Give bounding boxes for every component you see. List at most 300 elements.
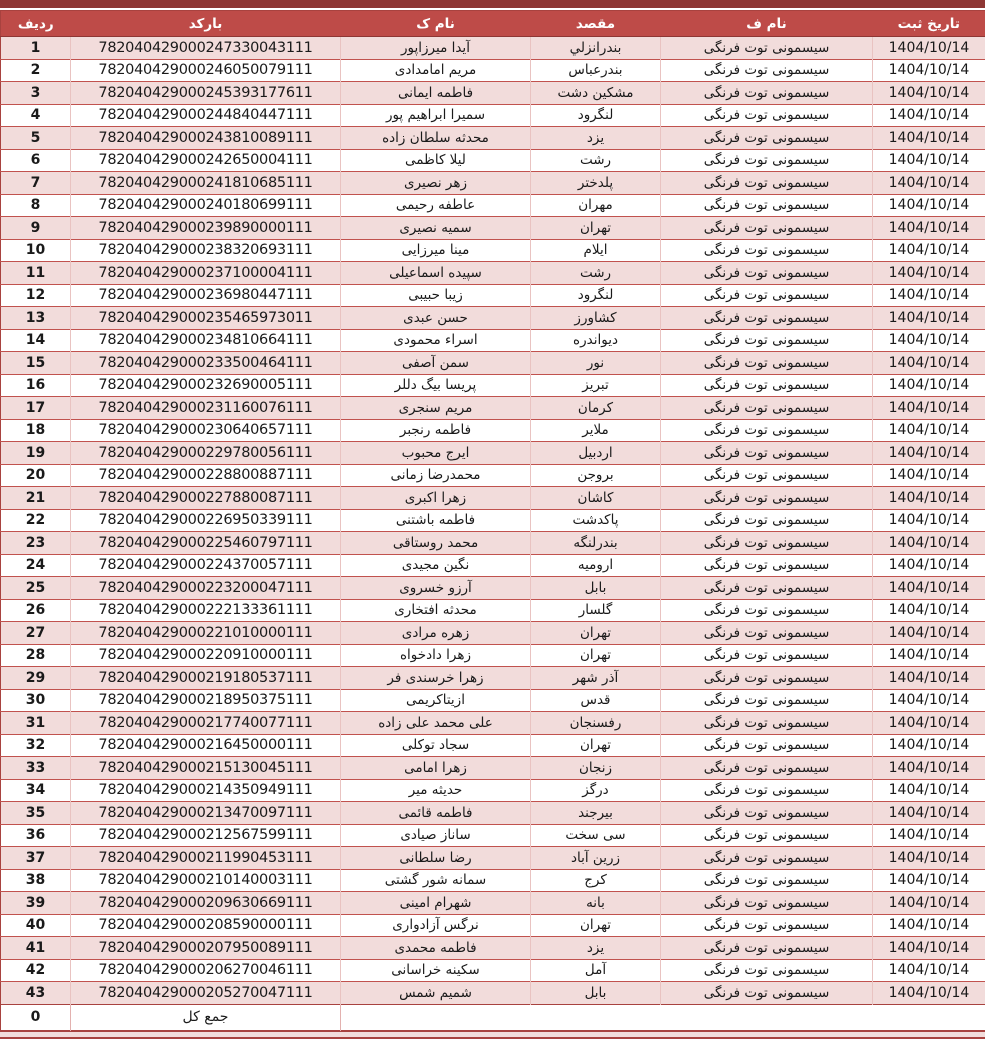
cell-barcode: 782040429000244840447111: [71, 104, 341, 127]
cell-register_date: 1404/10/14: [873, 172, 985, 195]
cell-sender_name: سیسمونی توت فرنگی: [661, 599, 873, 622]
cell-barcode: 782040429000211990453111: [71, 847, 341, 870]
cell-destination: یزد: [531, 937, 661, 960]
cell-destination: زنجان: [531, 757, 661, 780]
cell-destination: بیرجند: [531, 802, 661, 825]
cell-receiver_name: فاطمه قائمی: [341, 802, 531, 825]
cell-row_number: 42: [1, 959, 71, 982]
cell-row_number: 6: [1, 149, 71, 172]
cell-sender_name: سیسمونی توت فرنگی: [661, 442, 873, 465]
cell-barcode: 782040429000243810089111: [71, 127, 341, 150]
cell-receiver_name: نرگس آزادواری: [341, 914, 531, 937]
col-header-barcode: بارکد: [71, 11, 341, 37]
cell-destination: بندرانزلي: [531, 37, 661, 60]
cell-sender_name: سیسمونی توت فرنگی: [661, 577, 873, 600]
table-row: [1, 982, 985, 1005]
cell-row_number: 28: [1, 644, 71, 667]
cell-destination: لنگرود: [531, 284, 661, 307]
cell-row_number: 41: [1, 937, 71, 960]
table-row: [1, 239, 985, 262]
cell-destination: گلسار: [531, 599, 661, 622]
table-row: [1, 869, 985, 892]
cell-row_number: 20: [1, 464, 71, 487]
cell-sender_name: سیسمونی توت فرنگی: [661, 982, 873, 1005]
cell-sender_name: سیسمونی توت فرنگی: [661, 802, 873, 825]
cell-barcode: 782040429000227880087111: [71, 487, 341, 510]
cell-receiver_name: آیدا میرزاپور: [341, 37, 531, 60]
cell-destination: سی سخت: [531, 824, 661, 847]
cell-receiver_name: سجاد توکلی: [341, 734, 531, 757]
cell-sender_name: سیسمونی توت فرنگی: [661, 419, 873, 442]
cell-barcode: 782040429000223200047111: [71, 577, 341, 600]
cell-register_date: 1404/10/14: [873, 982, 985, 1005]
cell-row_number: 35: [1, 802, 71, 825]
table-row: [1, 419, 985, 442]
cell-barcode: 782040429000228800887111: [71, 464, 341, 487]
cell-register_date: 1404/10/14: [873, 892, 985, 915]
cell-sender_name: سیسمونی توت فرنگی: [661, 464, 873, 487]
cell-row_number: 21: [1, 487, 71, 510]
table-body: [1, 37, 985, 1005]
cell-sender_name: سیسمونی توت فرنگی: [661, 689, 873, 712]
cell-register_date: 1404/10/14: [873, 577, 985, 600]
cell-destination: تهران: [531, 734, 661, 757]
cell-barcode: 782040429000218950375111: [71, 689, 341, 712]
cell-barcode: 782040429000220910000111: [71, 644, 341, 667]
cell-barcode: 782040429000246050079111: [71, 59, 341, 82]
table-row: [1, 59, 985, 82]
cell-register_date: 1404/10/14: [873, 464, 985, 487]
table-row: [1, 262, 985, 285]
cell-barcode: 782040429000238320693111: [71, 239, 341, 262]
table-row: [1, 127, 985, 150]
table-row: [1, 959, 985, 982]
table-row: [1, 824, 985, 847]
cell-sender_name: سیسمونی توت فرنگی: [661, 847, 873, 870]
cell-register_date: 1404/10/14: [873, 644, 985, 667]
cell-register_date: 1404/10/14: [873, 37, 985, 60]
cell-row_number: 15: [1, 352, 71, 375]
cell-barcode: 782040429000213470097111: [71, 802, 341, 825]
total-label: جمع کل: [71, 1004, 341, 1030]
cell-row_number: 33: [1, 757, 71, 780]
cell-destination: زرین آباد: [531, 847, 661, 870]
cell-register_date: 1404/10/14: [873, 487, 985, 510]
cell-row_number: 14: [1, 329, 71, 352]
table-row: [1, 194, 985, 217]
table-row: [1, 352, 985, 375]
cell-register_date: 1404/10/14: [873, 442, 985, 465]
cell-destination: کرج: [531, 869, 661, 892]
cell-row_number: 30: [1, 689, 71, 712]
cell-register_date: 1404/10/14: [873, 959, 985, 982]
cell-destination: بابل: [531, 982, 661, 1005]
cell-sender_name: سیسمونی توت فرنگی: [661, 239, 873, 262]
cell-row_number: 7: [1, 172, 71, 195]
cell-receiver_name: سپیده اسماعیلی: [341, 262, 531, 285]
table-row: [1, 374, 985, 397]
cell-row_number: 18: [1, 419, 71, 442]
cell-row_number: 19: [1, 442, 71, 465]
cell-register_date: 1404/10/14: [873, 509, 985, 532]
cell-destination: نور: [531, 352, 661, 375]
cell-receiver_name: پریسا بیگ دللر: [341, 374, 531, 397]
cell-receiver_name: شمیم شمس: [341, 982, 531, 1005]
cell-barcode: 782040429000209630669111: [71, 892, 341, 915]
cell-row_number: 37: [1, 847, 71, 870]
cell-receiver_name: سمانه شور گشتی: [341, 869, 531, 892]
cell-receiver_name: سکینه خراسانی: [341, 959, 531, 982]
cell-sender_name: سیسمونی توت فرنگی: [661, 734, 873, 757]
cell-register_date: 1404/10/14: [873, 374, 985, 397]
cell-receiver_name: سمیرا ابراهیم پور: [341, 104, 531, 127]
cell-barcode: 782040429000229780056111: [71, 442, 341, 465]
cell-row_number: 39: [1, 892, 71, 915]
table-row: [1, 532, 985, 555]
cell-sender_name: سیسمونی توت فرنگی: [661, 622, 873, 645]
cell-destination: بندرلنگه: [531, 532, 661, 555]
cell-register_date: 1404/10/14: [873, 554, 985, 577]
cell-register_date: 1404/10/14: [873, 937, 985, 960]
table-row: [1, 464, 985, 487]
cell-receiver_name: زهر نصیری: [341, 172, 531, 195]
cell-row_number: 43: [1, 982, 71, 1005]
table-row: [1, 284, 985, 307]
cell-sender_name: سیسمونی توت فرنگی: [661, 667, 873, 690]
table-row: [1, 397, 985, 420]
cell-destination: مهران: [531, 194, 661, 217]
cell-register_date: 1404/10/14: [873, 914, 985, 937]
cell-destination: دیواندره: [531, 329, 661, 352]
cell-register_date: 1404/10/14: [873, 802, 985, 825]
cell-register_date: 1404/10/14: [873, 239, 985, 262]
cell-row_number: 8: [1, 194, 71, 217]
cell-destination: کاشان: [531, 487, 661, 510]
cell-register_date: 1404/10/14: [873, 824, 985, 847]
cell-sender_name: سیسمونی توت فرنگی: [661, 104, 873, 127]
cell-row_number: 40: [1, 914, 71, 937]
cell-register_date: 1404/10/14: [873, 712, 985, 735]
cell-barcode: 782040429000207950089111: [71, 937, 341, 960]
cell-receiver_name: مریم سنجری: [341, 397, 531, 420]
cell-destination: ارومیه: [531, 554, 661, 577]
cell-sender_name: سیسمونی توت فرنگی: [661, 959, 873, 982]
cell-destination: کرمان: [531, 397, 661, 420]
cell-register_date: 1404/10/14: [873, 59, 985, 82]
cell-destination: رشت: [531, 262, 661, 285]
cell-sender_name: سیسمونی توت فرنگی: [661, 892, 873, 915]
table-footer: [1, 1004, 985, 1030]
cell-sender_name: سیسمونی توت فرنگی: [661, 644, 873, 667]
cell-sender_name: سیسمونی توت فرنگی: [661, 937, 873, 960]
cell-receiver_name: محدثه افتخاری: [341, 599, 531, 622]
cell-receiver_name: اسراء محمودی: [341, 329, 531, 352]
cell-receiver_name: سمیه نصیری: [341, 217, 531, 240]
cell-receiver_name: زهرا خرسندی فر: [341, 667, 531, 690]
cell-sender_name: سیسمونی توت فرنگی: [661, 487, 873, 510]
cell-receiver_name: فاطمه باشتنی: [341, 509, 531, 532]
table-row: [1, 622, 985, 645]
cell-sender_name: سیسمونی توت فرنگی: [661, 779, 873, 802]
table-row: [1, 487, 985, 510]
cell-receiver_name: زهرا دادخواه: [341, 644, 531, 667]
cell-destination: بانه: [531, 892, 661, 915]
cell-destination: مشکین دشت: [531, 82, 661, 105]
cell-register_date: 1404/10/14: [873, 779, 985, 802]
cell-sender_name: سیسمونی توت فرنگی: [661, 712, 873, 735]
cell-register_date: 1404/10/14: [873, 329, 985, 352]
table-row: [1, 644, 985, 667]
col-header-row_number: ردیف: [1, 11, 71, 37]
table-row: [1, 509, 985, 532]
table-row: [1, 82, 985, 105]
cell-receiver_name: شهرام امینی: [341, 892, 531, 915]
cell-destination: یزد: [531, 127, 661, 150]
cell-row_number: 32: [1, 734, 71, 757]
cell-register_date: 1404/10/14: [873, 149, 985, 172]
cell-sender_name: سیسمونی توت فرنگی: [661, 149, 873, 172]
table-row: [1, 149, 985, 172]
cell-destination: اردبیل: [531, 442, 661, 465]
cell-barcode: 782040429000206270046111: [71, 959, 341, 982]
cell-row_number: 26: [1, 599, 71, 622]
cell-barcode: 782040429000216450000111: [71, 734, 341, 757]
col-header-register_date: تاریخ ثبت: [873, 11, 985, 37]
cell-receiver_name: زهرا اکبری: [341, 487, 531, 510]
cell-destination: لنگرود: [531, 104, 661, 127]
table-row: [1, 734, 985, 757]
cell-row_number: 25: [1, 577, 71, 600]
cell-barcode: 782040429000237100004111: [71, 262, 341, 285]
cell-receiver_name: محمدرضا زمانی: [341, 464, 531, 487]
cell-register_date: 1404/10/14: [873, 622, 985, 645]
table-row: [1, 172, 985, 195]
table-row: [1, 847, 985, 870]
total-count: 0: [1, 1004, 71, 1030]
cell-barcode: 782040429000241810685111: [71, 172, 341, 195]
cell-row_number: 11: [1, 262, 71, 285]
cell-sender_name: سیسمونی توت فرنگی: [661, 554, 873, 577]
cell-receiver_name: آرزو خسروی: [341, 577, 531, 600]
cell-register_date: 1404/10/14: [873, 262, 985, 285]
cell-row_number: 4: [1, 104, 71, 127]
cell-register_date: 1404/10/14: [873, 419, 985, 442]
cell-row_number: 24: [1, 554, 71, 577]
cell-sender_name: سیسمونی توت فرنگی: [661, 532, 873, 555]
cell-receiver_name: محدثه سلطان زاده: [341, 127, 531, 150]
cell-register_date: 1404/10/14: [873, 689, 985, 712]
cell-destination: درگز: [531, 779, 661, 802]
cell-receiver_name: ازیتاکریمی: [341, 689, 531, 712]
cell-receiver_name: مینا میرزایی: [341, 239, 531, 262]
cell-row_number: 1: [1, 37, 71, 60]
cell-register_date: 1404/10/14: [873, 352, 985, 375]
cell-receiver_name: حدیثه میر: [341, 779, 531, 802]
cell-sender_name: سیسمونی توت فرنگی: [661, 757, 873, 780]
cell-destination: ملایر: [531, 419, 661, 442]
cell-destination: پلدختر: [531, 172, 661, 195]
cell-sender_name: سیسمونی توت فرنگی: [661, 397, 873, 420]
cell-destination: تهران: [531, 644, 661, 667]
table-row: [1, 892, 985, 915]
cell-receiver_name: علی محمد علی زاده: [341, 712, 531, 735]
cell-barcode: 782040429000240180699111: [71, 194, 341, 217]
cell-sender_name: سیسمونی توت فرنگی: [661, 262, 873, 285]
cell-receiver_name: زیبا حبیبی: [341, 284, 531, 307]
cell-receiver_name: فاطمه ایمانی: [341, 82, 531, 105]
cell-receiver_name: زهره مرادی: [341, 622, 531, 645]
cell-destination: رشت: [531, 149, 661, 172]
cell-register_date: 1404/10/14: [873, 284, 985, 307]
cell-row_number: 10: [1, 239, 71, 262]
cell-register_date: 1404/10/14: [873, 307, 985, 330]
cell-receiver_name: فاطمه رنجبر: [341, 419, 531, 442]
cell-destination: کشاورز: [531, 307, 661, 330]
cell-register_date: 1404/10/14: [873, 397, 985, 420]
cell-destination: تهران: [531, 622, 661, 645]
table-row: [1, 914, 985, 937]
cell-destination: تهران: [531, 217, 661, 240]
cell-destination: رفسنجان: [531, 712, 661, 735]
cell-destination: آذر شهر: [531, 667, 661, 690]
cell-barcode: 782040429000225460797111: [71, 532, 341, 555]
cell-register_date: 1404/10/14: [873, 532, 985, 555]
col-header-destination: مقصد: [531, 11, 661, 37]
cell-receiver_name: عاطفه رحیمی: [341, 194, 531, 217]
cell-barcode: 782040429000224370057111: [71, 554, 341, 577]
cell-barcode: 782040429000230640657111: [71, 419, 341, 442]
cell-barcode: 782040429000234810664111: [71, 329, 341, 352]
col-header-sender_name: نام ف: [661, 11, 873, 37]
cell-sender_name: سیسمونی توت فرنگی: [661, 194, 873, 217]
cell-row_number: 9: [1, 217, 71, 240]
cell-sender_name: سیسمونی توت فرنگی: [661, 329, 873, 352]
total-empty-cells: [341, 1004, 985, 1030]
cell-row_number: 3: [1, 82, 71, 105]
top-accent-band: [0, 0, 985, 8]
table-row: [1, 37, 985, 60]
cell-barcode: 782040429000222133361111: [71, 599, 341, 622]
cell-sender_name: سیسمونی توت فرنگی: [661, 284, 873, 307]
shipments-table: [0, 10, 985, 1031]
cell-sender_name: سیسمونی توت فرنگی: [661, 914, 873, 937]
table-row: [1, 577, 985, 600]
cell-barcode: 782040429000226950339111: [71, 509, 341, 532]
cell-destination: بندرعباس: [531, 59, 661, 82]
cell-barcode: 782040429000210140003111: [71, 869, 341, 892]
cell-barcode: 782040429000219180537111: [71, 667, 341, 690]
col-header-receiver_name: نام ک: [341, 11, 531, 37]
cell-row_number: 16: [1, 374, 71, 397]
table-row: [1, 307, 985, 330]
cell-register_date: 1404/10/14: [873, 127, 985, 150]
table-row: [1, 554, 985, 577]
table-row: [1, 217, 985, 240]
table-row: [1, 689, 985, 712]
cell-barcode: 782040429000205270047111: [71, 982, 341, 1005]
cell-barcode: 782040429000208590000111: [71, 914, 341, 937]
cell-barcode: 782040429000233500464111: [71, 352, 341, 375]
cell-receiver_name: مریم امامدادی: [341, 59, 531, 82]
cell-destination: بابل: [531, 577, 661, 600]
cell-sender_name: سیسمونی توت فرنگی: [661, 127, 873, 150]
cell-sender_name: سیسمونی توت فرنگی: [661, 37, 873, 60]
cell-receiver_name: نگین مجیدی: [341, 554, 531, 577]
table-row: [1, 104, 985, 127]
bottom-partial-row: [0, 1031, 985, 1039]
table-row: [1, 667, 985, 690]
cell-barcode: 782040429000214350949111: [71, 779, 341, 802]
cell-barcode: 782040429000215130045111: [71, 757, 341, 780]
cell-row_number: 34: [1, 779, 71, 802]
cell-row_number: 5: [1, 127, 71, 150]
table-row: [1, 712, 985, 735]
cell-sender_name: سیسمونی توت فرنگی: [661, 352, 873, 375]
table-row: [1, 779, 985, 802]
cell-sender_name: سیسمونی توت فرنگی: [661, 824, 873, 847]
cell-barcode: 782040429000245393177611: [71, 82, 341, 105]
cell-receiver_name: ساناز صیادی: [341, 824, 531, 847]
cell-sender_name: سیسمونی توت فرنگی: [661, 509, 873, 532]
cell-destination: قدس: [531, 689, 661, 712]
cell-destination: ایلام: [531, 239, 661, 262]
table-row: [1, 802, 985, 825]
cell-register_date: 1404/10/14: [873, 599, 985, 622]
cell-sender_name: سیسمونی توت فرنگی: [661, 374, 873, 397]
cell-row_number: 2: [1, 59, 71, 82]
cell-receiver_name: سمن آصفی: [341, 352, 531, 375]
cell-register_date: 1404/10/14: [873, 869, 985, 892]
header-row: [1, 11, 985, 37]
cell-row_number: 23: [1, 532, 71, 555]
cell-sender_name: سیسمونی توت فرنگی: [661, 217, 873, 240]
cell-receiver_name: حسن عبدی: [341, 307, 531, 330]
cell-destination: پاکدشت: [531, 509, 661, 532]
cell-barcode: 782040429000221010000111: [71, 622, 341, 645]
cell-barcode: 782040429000242650004111: [71, 149, 341, 172]
cell-destination: آمل: [531, 959, 661, 982]
cell-register_date: 1404/10/14: [873, 104, 985, 127]
cell-sender_name: سیسمونی توت فرنگی: [661, 59, 873, 82]
table-row: [1, 329, 985, 352]
total-row: [1, 1004, 985, 1030]
cell-row_number: 31: [1, 712, 71, 735]
cell-row_number: 17: [1, 397, 71, 420]
cell-receiver_name: فاطمه محمدی: [341, 937, 531, 960]
cell-row_number: 12: [1, 284, 71, 307]
cell-row_number: 38: [1, 869, 71, 892]
cell-row_number: 29: [1, 667, 71, 690]
cell-register_date: 1404/10/14: [873, 757, 985, 780]
table-row: [1, 937, 985, 960]
cell-receiver_name: ایرج محبوب: [341, 442, 531, 465]
cell-row_number: 36: [1, 824, 71, 847]
cell-barcode: 782040429000247330043111: [71, 37, 341, 60]
cell-receiver_name: لیلا کاظمی: [341, 149, 531, 172]
table-header: [1, 11, 985, 37]
cell-sender_name: سیسمونی توت فرنگی: [661, 82, 873, 105]
cell-barcode: 782040429000236980447111: [71, 284, 341, 307]
cell-destination: تبریز: [531, 374, 661, 397]
table-row: [1, 599, 985, 622]
cell-destination: بروجن: [531, 464, 661, 487]
cell-receiver_name: محمد روستاقی: [341, 532, 531, 555]
cell-sender_name: سیسمونی توت فرنگی: [661, 869, 873, 892]
cell-barcode: 782040429000232690005111: [71, 374, 341, 397]
cell-register_date: 1404/10/14: [873, 734, 985, 757]
cell-register_date: 1404/10/14: [873, 194, 985, 217]
cell-barcode: 782040429000231160076111: [71, 397, 341, 420]
